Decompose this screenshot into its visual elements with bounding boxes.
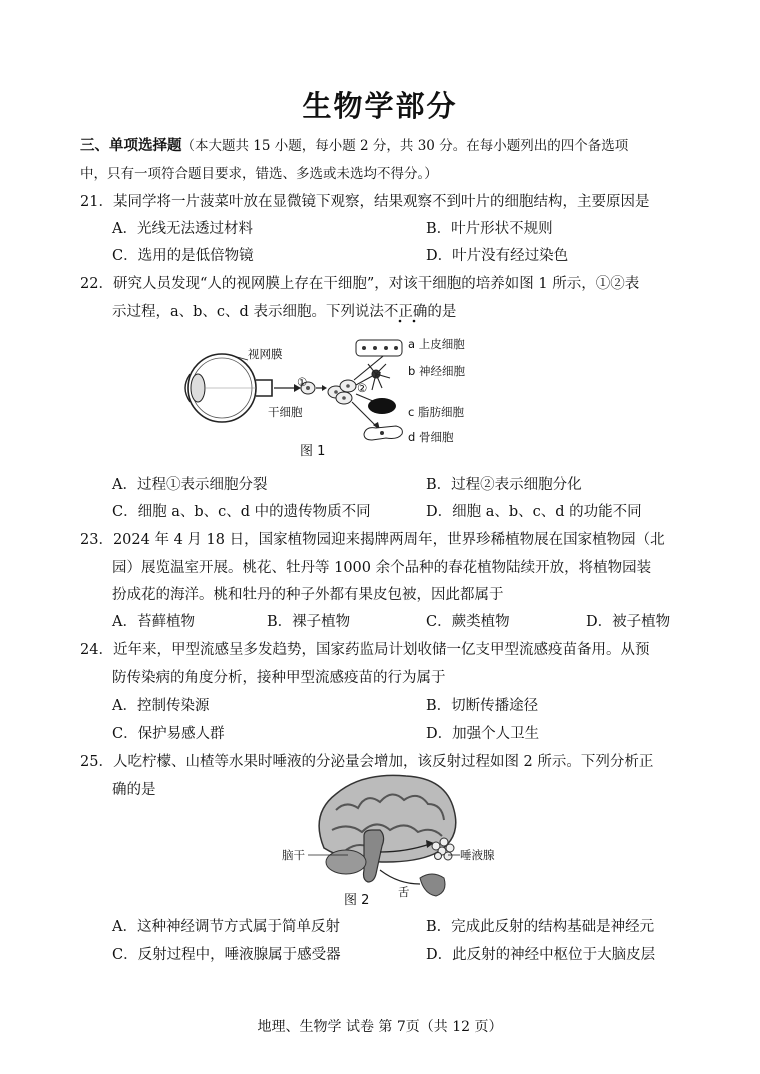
q25-option-a: A．这种神经调节方式属于简单反射 xyxy=(112,919,340,935)
fig1-caption: 图 1 xyxy=(300,444,326,459)
section-title: 三、单项选择题 xyxy=(80,137,182,154)
fig2-brainstem-pointer xyxy=(308,853,348,857)
fig1-retina-label: 视网膜 xyxy=(248,347,283,361)
q21-option-b: B．叶片形状不规则 xyxy=(426,221,553,237)
brain-drawing xyxy=(319,775,456,882)
fig2-salivary-pointer xyxy=(448,853,460,857)
page-footer: 地理、生物学 试卷 第 7页（共 12 页） xyxy=(257,1019,503,1035)
q23-option-b: B．裸子植物 xyxy=(267,614,351,630)
fig1-label-b: b 神经细胞 xyxy=(408,364,465,378)
q24-stem-1: 24．近年来，甲型流感呈多发趋势，国家药监局计划收储一亿支甲型流感疫苗备用。从预 xyxy=(80,642,650,658)
q25-option-d: D．此反射的神经中枢位于大脑皮层 xyxy=(426,947,656,963)
fig2-brainstem-label: 脑干 xyxy=(282,848,305,862)
q25-option-c: C．反射过程中，唾液腺属于感受器 xyxy=(112,947,341,963)
q25-option-b: B．完成此反射的结构基础是神经元 xyxy=(426,919,655,935)
q21-option-a: A．光线无法透过材料 xyxy=(112,221,253,237)
q25-stem-2: 确的是 xyxy=(112,782,156,798)
q24-stem-2: 防传染病的角度分析，接种甲型流感疫苗的行为属于 xyxy=(112,670,446,686)
q24-option-a: A．控制传染源 xyxy=(112,698,210,714)
q24-option-d: D．加强个人卫生 xyxy=(426,726,540,742)
fig1-label-d: d 骨细胞 xyxy=(408,430,454,444)
q21-option-d: D．叶片没有经过染色 xyxy=(426,248,569,264)
fig1-stem-cell-label: 干细胞 xyxy=(268,405,303,419)
q22-option-b: B．过程②表示细胞分化 xyxy=(426,477,582,493)
q23-stem-2: 园）展览温室开展。桃花、牡丹等 1000 余个品种的春花植物陆续开放，将植物园装 xyxy=(112,560,652,576)
q21-option-c: C．选用的是低倍物镜 xyxy=(112,248,254,264)
fig1-process-1: ① xyxy=(297,375,308,389)
q22-stem-1: 22．研究人员发现“人的视网膜上存在干细胞”，对该干细胞的培养如图 1 所示，①②表 xyxy=(80,276,640,292)
fig2-caption: 图 2 xyxy=(344,893,370,908)
section-note: （本大题共 15 小题，每小题 2 分，共 30 分。在每小题列出的四个备选项 xyxy=(181,138,629,154)
fat-cell xyxy=(368,398,396,414)
q22-stem-2: 示过程，a、b、c、d 表示细胞。下列说法不正确的是 xyxy=(112,304,457,320)
tongue-drawing xyxy=(420,874,445,896)
eye-drawing xyxy=(185,354,272,422)
fig1-label-c: c 脂肪细胞 xyxy=(408,405,464,419)
q23-stem-1: 23．2024 年 4 月 18 日，国家植物园迎来揭牌两周年，世界珍稀植物展在国家植物园（北 xyxy=(80,532,665,548)
q23-option-c: C．蕨类植物 xyxy=(426,614,510,630)
fig2-salivary-label: 唾液腺 xyxy=(460,848,495,862)
page-title: 生物学部分 xyxy=(302,89,458,123)
q22-option-d: D．细胞 a、b、c、d 的功能不同 xyxy=(426,504,642,520)
figure-2-diagram xyxy=(306,770,506,900)
cell-cluster xyxy=(328,380,356,404)
q24-option-b: B．切断传播途径 xyxy=(426,698,539,714)
q25-stem-1: 25．人吃柠檬、山楂等水果时唾液的分泌量会增加，该反射过程如图 2 所示。下列分析正 xyxy=(80,754,654,770)
q23-stem-3: 扮成花的海洋。桃和牡丹的种子外都有果皮包被，因此都属于 xyxy=(112,587,504,603)
q22-option-a: A．过程①表示细胞分裂 xyxy=(112,477,268,493)
fig1-process-2: ② xyxy=(357,381,368,395)
epithelial-cell xyxy=(356,340,402,356)
emphasis-dots xyxy=(396,318,436,324)
q23-option-d: D．被子植物 xyxy=(586,614,671,630)
fig1-label-a: a 上皮细胞 xyxy=(408,337,465,351)
section-note-2: 中，只有一项符合题目要求，错选、多选或未选均不得分。） xyxy=(80,166,438,182)
bone-cell xyxy=(364,426,402,440)
q21-stem: 21．某同学将一片菠菜叶放在显微镜下观察，结果观察不到叶片的细胞结构，主要原因是 xyxy=(80,194,650,210)
fig2-tongue-label: 舌 xyxy=(398,885,410,899)
q22-option-c: C．细胞 a、b、c、d 中的遗传物质不同 xyxy=(112,504,371,520)
section-heading xyxy=(80,136,628,156)
q24-option-c: C．保护易感人群 xyxy=(112,726,225,742)
q23-option-a: A．苔藓植物 xyxy=(112,614,195,630)
